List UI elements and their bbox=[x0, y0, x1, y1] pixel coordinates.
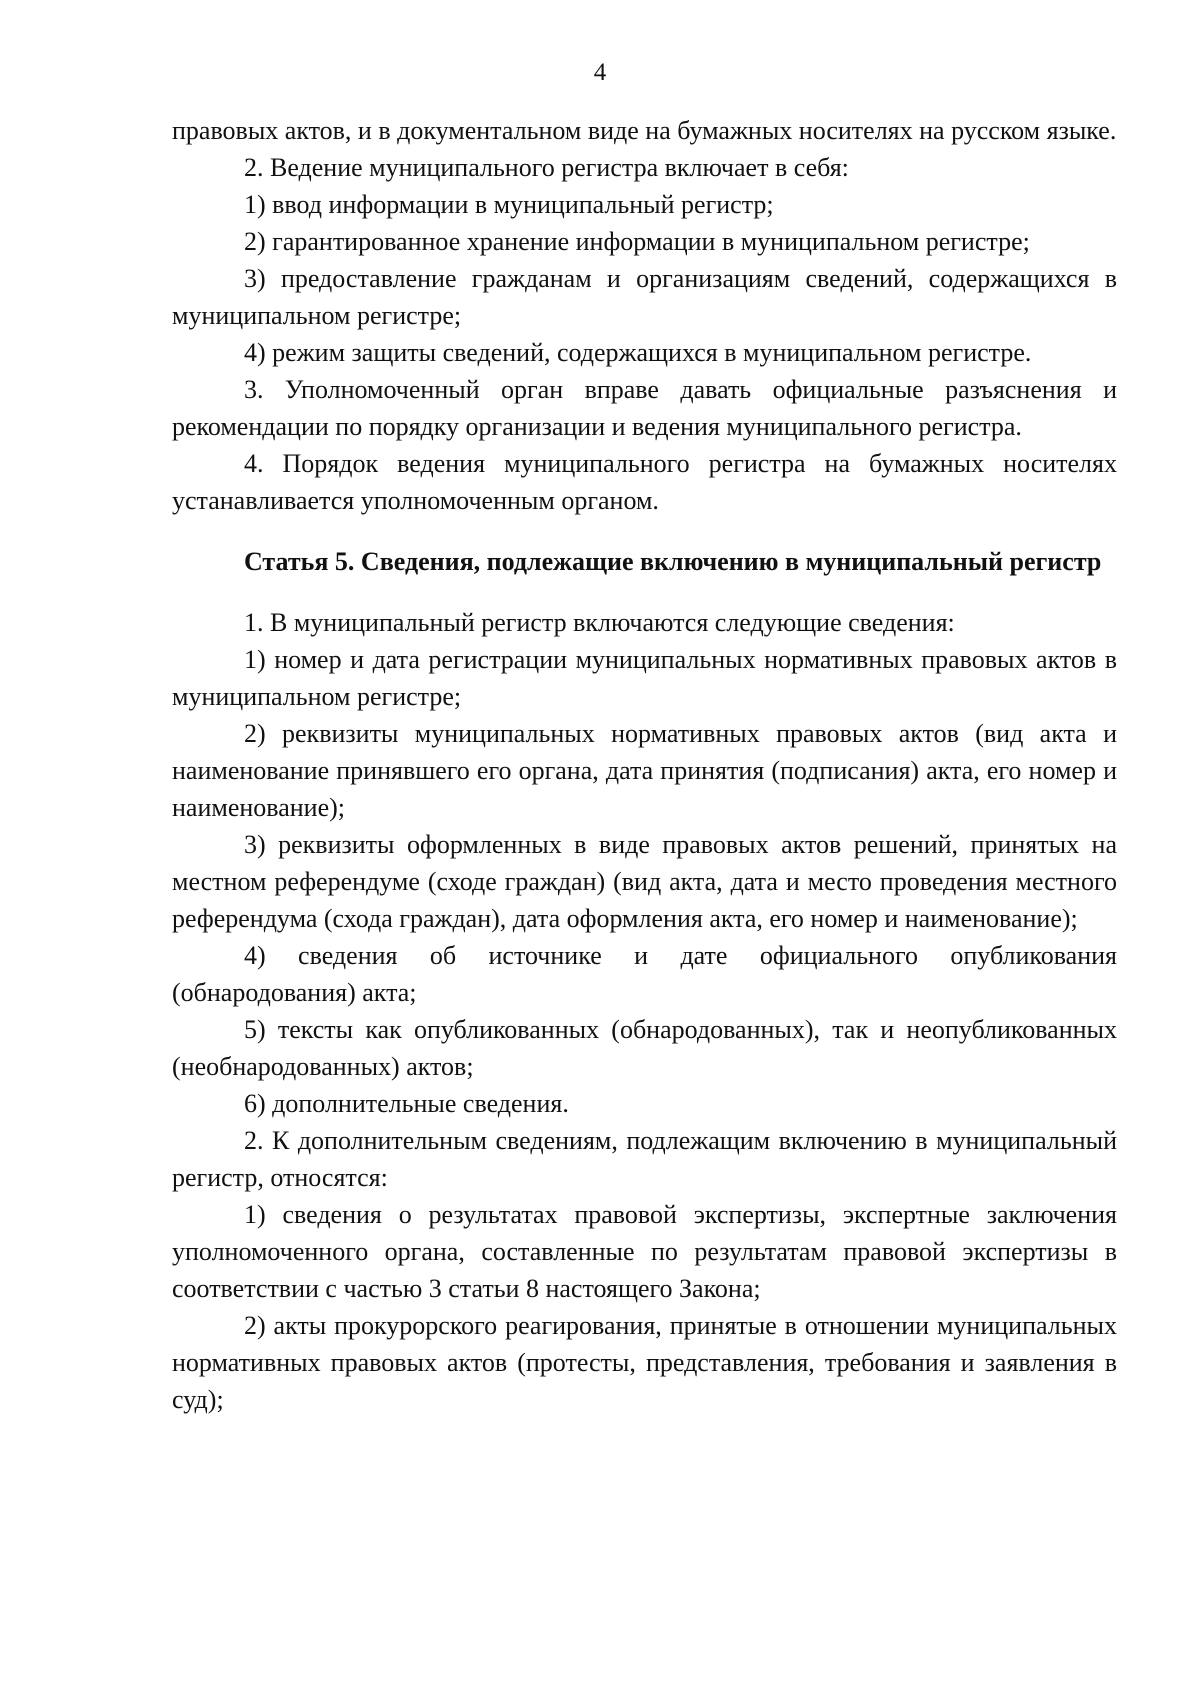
paragraph-item-2: 2. К дополнительным сведениям, подлежащим включению в муниципальный регистр, относятся: bbox=[172, 1126, 1117, 1192]
paragraph-item-1: 1. В муниципальный регистр включаются следующие сведения: bbox=[244, 608, 955, 637]
list-item: 2) гарантированное хранение информации в муниципальном регистре; bbox=[244, 227, 1030, 256]
paragraph-item-4: 4. Порядок ведения муниципального регистра на бумажных носителях устанавливается уполномоченным органом. bbox=[172, 449, 1117, 515]
list-item: 1) ввод информации в муниципальный регистр; bbox=[244, 190, 774, 219]
list-item: 1) номер и дата регистрации муниципальных нормативных правовых актов в муниципальном регистре; bbox=[172, 645, 1117, 711]
list-item: 2) реквизиты муниципальных нормативных правовых актов (вид акта и наименование принявшего его органа, дата принятия (подписания) акта, его номер и наименование); bbox=[172, 719, 1117, 822]
list-item: 2) акты прокурорского реагирования, принятые в отношении муниципальных нормативных правовых актов (протесты, представления, требования и заявления в суд); bbox=[172, 1311, 1117, 1414]
list-item: 3) предоставление гражданам и организациям сведений, содержащихся в муниципальном регистре; bbox=[172, 264, 1117, 330]
paragraph-item-2: 2. Ведение муниципального регистра включает в себя: bbox=[244, 153, 849, 182]
list-item: 1) сведения о результатах правовой экспертизы, экспертные заключения уполномоченного органа, составленные по результатам правовой экспертизы в соответствии с частью 3 статьи 8 настоящего Закона; bbox=[172, 1200, 1117, 1303]
document-body bbox=[172, 112, 1117, 1418]
list-item: 3) реквизиты оформленных в виде правовых актов решений, принятых на местном референдуме (сходе граждан) (вид акта, дата и место проведения местного референдума (схода граждан), дата оформления акта, его номер и наименование); bbox=[172, 830, 1117, 933]
list-item: 5) тексты как опубликованных (обнародованных), так и неопубликованных (необнародованных) актов; bbox=[172, 1015, 1117, 1081]
paragraph-item-3: 3. Уполномоченный орган вправе давать официальные разъяснения и рекомендации по порядку организации и ведения муниципального регистра. bbox=[172, 375, 1117, 441]
article-heading: Статья 5. Сведения, подлежащие включению в муниципальный регистр bbox=[244, 547, 1102, 576]
list-item: 4) режим защиты сведений, содержащихся в муниципальном регистре. bbox=[244, 338, 1032, 367]
paragraph-continuation: правовых актов, и в документальном виде на бумажных носителях на русском языке. bbox=[172, 116, 1117, 145]
page-number: 4 bbox=[593, 59, 607, 86]
list-item: 6) дополнительные сведения. bbox=[244, 1089, 569, 1118]
list-item: 4) сведения об источнике и дате официального опубликования (обнародования) акта; bbox=[172, 941, 1117, 1007]
